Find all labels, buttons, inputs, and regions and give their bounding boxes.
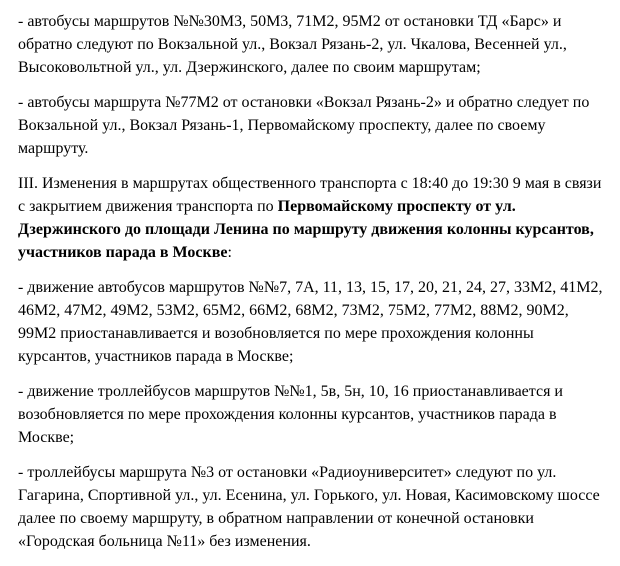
section-iii-route-bold: Первомайскому проспекту от ул. Дзержинского до площади Ленина по маршруту движения колонны курсантов, участников парада в Москве	[18, 198, 594, 261]
paragraph-bus-suspension: - движение автобусов маршрутов №№7, 7А, 11, 13, 15, 17, 20, 21, 24, 27, 33М2, 41М2, 46М2, 47М2, 49М2, 53М2, 65М2, 66М2, 68М2, 73М2, 75М2, 77М2, 88М2, 90М2, 99М2 приостанавливается и возобновляется по мере прохождения колонны курсантов, участников парада в Москве;	[18, 279, 603, 365]
section-iii-colon: :	[227, 244, 232, 261]
paragraph-bus-77m2: - автобусы маршрута №77М2 от остановки «Вокзал Рязань-2» и обратно следует по Вокзальной ул., Вокзал Рязань-1, Первомайскому проспекту, далее по своему маршруту.	[18, 94, 590, 157]
paragraph-section-iii	[18, 172, 610, 264]
paragraph-buses-30m3: - автобусы маршрутов №№30М3, 50М3, 71М2, 95М2 от остановки ТД «Барс» и обратно следуют по Вокзальной ул., Вокзал Рязань-2, ул. Чкалова, Весенней ул., Высоковольтной ул., ул. Дзержинского, далее по своим маршрутам;	[18, 13, 567, 76]
paragraph-trolleybus-suspension: - движение троллейбусов маршрутов №№1, 5в, 5н, 10, 16 приостанавливается и возобновляется по мере прохождения колонны курсантов, участников парада в Москве;	[18, 383, 563, 446]
section-iii-intro: III. Изменения в маршрутах общественного транспорта с 18:40 до 19:30 9 мая в связи с закрытием движения транспорта по	[18, 175, 602, 215]
paragraph-trolleybus-3: - троллейбусы маршрута №3 от остановки «Радиоуниверситет» следуют по ул. Гагарина, Спортивной ул., ул. Есенина, ул. Горького, ул. Новая, Касимовскому шоссе далее по своему маршруту, в обратном направлении от конечной остановки «Городская больница №11» без изменения.	[18, 464, 600, 550]
